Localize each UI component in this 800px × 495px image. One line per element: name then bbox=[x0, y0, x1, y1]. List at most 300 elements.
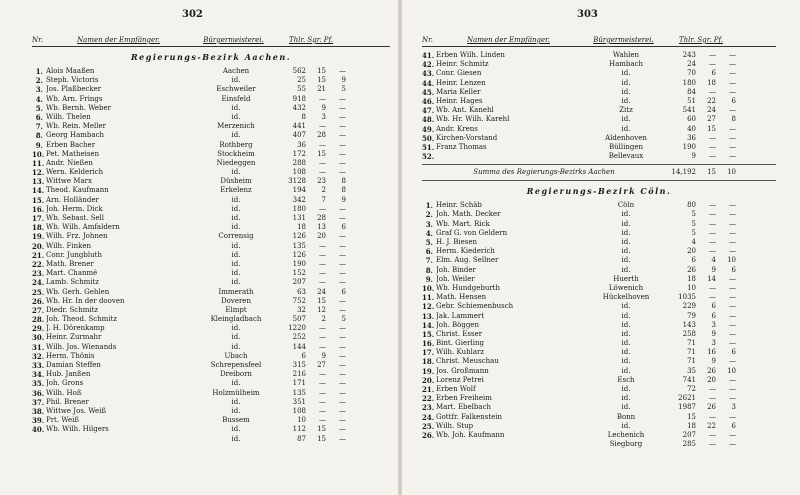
entry-number: 44. bbox=[422, 78, 435, 88]
amount-thaler: 441 bbox=[292, 122, 306, 131]
amount-silbergroschen: 15 bbox=[317, 76, 326, 85]
entry-number: 14. bbox=[422, 320, 435, 330]
table-row bbox=[422, 357, 776, 366]
recipient-name: Mart. Ebelbach bbox=[436, 403, 492, 412]
municipality: Holzmülheim bbox=[212, 388, 260, 397]
amount-pfennig: — bbox=[339, 204, 346, 213]
municipality: id. bbox=[621, 385, 631, 393]
table-row bbox=[422, 143, 776, 152]
table-row bbox=[32, 370, 390, 379]
municipality: Aachen bbox=[222, 67, 250, 75]
amount-thaler: 131 bbox=[292, 214, 306, 222]
municipality: Doveren bbox=[221, 296, 251, 305]
table-row bbox=[32, 232, 390, 241]
table-row bbox=[32, 435, 390, 444]
amount-silbergroschen: 15 bbox=[317, 425, 326, 434]
header-nr: Nr. bbox=[422, 36, 433, 44]
entry-number: 10. bbox=[32, 149, 45, 159]
amount-pfennig: — bbox=[729, 357, 736, 366]
recipient-name: Elm. Aug. Sellner bbox=[436, 256, 499, 265]
table-row bbox=[422, 422, 776, 431]
amount-pfennig: — bbox=[339, 140, 346, 149]
table-row bbox=[422, 79, 776, 88]
amount-thaler: 18 bbox=[297, 223, 306, 232]
entry-number: 16. bbox=[422, 339, 435, 349]
amount-silbergroschen: 16 bbox=[707, 348, 716, 357]
municipality: Cöln bbox=[617, 201, 635, 210]
entry-number: 11. bbox=[422, 293, 435, 303]
table-row bbox=[422, 376, 776, 385]
table-row bbox=[422, 247, 776, 256]
header-name: Namen der Empfänger. bbox=[77, 36, 160, 44]
amount-thaler: 35 bbox=[687, 366, 696, 375]
entry-number: 24. bbox=[32, 278, 45, 288]
entry-number: 19. bbox=[32, 232, 45, 242]
table-row bbox=[32, 131, 390, 140]
amount-pfennig: 9 bbox=[341, 195, 346, 204]
amount-pfennig: — bbox=[729, 228, 736, 237]
amount-silbergroschen: 15 bbox=[707, 124, 716, 133]
column-headers bbox=[422, 28, 776, 47]
amount-silbergroschen: — bbox=[319, 241, 326, 250]
amount-silbergroschen: 27 bbox=[707, 115, 716, 124]
amount-silbergroschen: 13 bbox=[317, 223, 326, 232]
amount-thaler: 24 bbox=[687, 60, 696, 69]
table-row bbox=[422, 284, 776, 293]
entry-number: 1. bbox=[425, 201, 433, 211]
municipality: id. bbox=[621, 394, 631, 403]
municipality: id. bbox=[231, 333, 241, 342]
municipality: Bonn bbox=[616, 412, 636, 421]
amount-silbergroschen: — bbox=[319, 204, 326, 213]
table-row bbox=[422, 125, 776, 134]
amount-silbergroschen: — bbox=[319, 324, 326, 333]
right-page bbox=[400, 0, 800, 495]
amount-pfennig: — bbox=[339, 416, 346, 425]
entry-number: 38. bbox=[32, 406, 45, 416]
amount-silbergroschen: — bbox=[709, 152, 716, 161]
table-row bbox=[422, 312, 776, 321]
amount-silbergroschen: 9 bbox=[711, 265, 716, 274]
entry-number: 42. bbox=[422, 60, 435, 70]
municipality: id. bbox=[621, 238, 631, 246]
amount-silbergroschen: 4 bbox=[711, 256, 716, 265]
amount-silbergroschen: — bbox=[319, 397, 326, 406]
entry-number: 39. bbox=[32, 416, 45, 426]
recipient-name: Wilh. Finken bbox=[46, 241, 92, 250]
table-row bbox=[422, 106, 776, 115]
municipality: id. bbox=[621, 320, 631, 329]
amount-silbergroschen: — bbox=[709, 440, 716, 449]
recipient-name: Wern. Kelderich bbox=[46, 168, 104, 177]
entries-list bbox=[422, 51, 776, 161]
recipient-name: Christ. Esser bbox=[436, 329, 483, 338]
entry-number: 3. bbox=[35, 85, 43, 95]
municipality: id. bbox=[231, 425, 241, 434]
table-row bbox=[32, 141, 390, 150]
amount-pfennig: — bbox=[729, 51, 736, 59]
table-row bbox=[32, 425, 390, 434]
amount-thaler: 5 bbox=[691, 210, 696, 219]
amount-thaler: 285 bbox=[682, 440, 696, 449]
table-row bbox=[32, 306, 390, 315]
amount-silbergroschen: 14 bbox=[707, 274, 716, 283]
amount-pfennig: — bbox=[339, 131, 346, 140]
recipient-name: Bint. Gierling bbox=[436, 339, 484, 348]
amount-silbergroschen: 23 bbox=[317, 177, 326, 186]
amount-thaler: 2621 bbox=[678, 394, 696, 403]
amount-thaler: 315 bbox=[292, 361, 306, 369]
amount-silbergroschen: — bbox=[709, 228, 716, 237]
amount-silbergroschen: — bbox=[709, 412, 716, 421]
amount-pfennig: — bbox=[339, 406, 346, 415]
table-row bbox=[32, 242, 390, 251]
entry-number: 21. bbox=[32, 250, 45, 260]
amount-thaler: 180 bbox=[682, 78, 696, 87]
municipality: id. bbox=[621, 115, 631, 124]
municipality: Löwenich bbox=[608, 283, 644, 292]
amount-pfennig: 9 bbox=[341, 76, 346, 85]
amount-silbergroschen: — bbox=[319, 342, 326, 351]
amount-silbergroschen: 26 bbox=[707, 403, 716, 412]
table-row bbox=[32, 407, 390, 416]
amount-silbergroschen: 24 bbox=[317, 287, 326, 296]
recipient-name: Mart. Chanmé bbox=[46, 269, 98, 278]
table-row bbox=[32, 159, 390, 168]
amount-thaler: 342 bbox=[292, 195, 306, 204]
amount-pfennig: — bbox=[339, 94, 346, 103]
table-row bbox=[32, 269, 390, 278]
amount-pfennig: — bbox=[339, 158, 346, 167]
recipient-name: Wilh. Jos. Wienands bbox=[46, 342, 117, 351]
amount-silbergroschen: — bbox=[709, 430, 716, 439]
amount-silbergroschen: 6 bbox=[711, 302, 716, 311]
header-money: Thlr. Sgr. Pf. bbox=[288, 36, 334, 44]
amount-thaler: 180 bbox=[292, 204, 306, 213]
amount-pfennig: 3 bbox=[731, 403, 736, 412]
municipality: Eschweiler bbox=[216, 85, 256, 94]
table-row bbox=[32, 104, 390, 113]
recipient-name: Maria Keller bbox=[436, 87, 481, 96]
recipient-name: Heinr. Schmitz bbox=[436, 60, 489, 69]
entry-number: 45. bbox=[422, 87, 435, 97]
amount-thaler: 32 bbox=[297, 305, 306, 314]
amount-silbergroschen: 15 bbox=[317, 296, 326, 305]
amount-silbergroschen: 6 bbox=[711, 69, 716, 78]
amount-pfennig: — bbox=[339, 388, 346, 397]
entry-number: 6. bbox=[35, 112, 43, 122]
amount-silbergroschen: — bbox=[709, 219, 716, 228]
recipient-name: Conr. Giesen bbox=[436, 69, 482, 78]
table-row bbox=[32, 122, 390, 131]
table-row bbox=[32, 333, 390, 342]
entry-number: 9. bbox=[35, 140, 43, 150]
amount-thaler: 10 bbox=[687, 283, 696, 292]
recipient-name: Gebr. Schiemenbusch bbox=[436, 302, 514, 311]
amount-thaler: 26 bbox=[687, 265, 696, 274]
amount-silbergroschen: 20 bbox=[317, 232, 326, 241]
amount-silbergroschen: 6 bbox=[711, 311, 716, 320]
sum-label: Summa des Regierungs-Bezirks Aachen bbox=[473, 168, 615, 177]
recipient-name: Erben Freiheim bbox=[436, 394, 492, 403]
amount-pfennig: — bbox=[339, 333, 346, 342]
amount-pfennig: — bbox=[729, 311, 736, 320]
recipient-name: Jos. Großmann bbox=[436, 366, 489, 375]
municipality: Hambach bbox=[609, 60, 643, 69]
recipient-name: Diedr. Schmitz bbox=[46, 305, 99, 314]
amount-pfennig: — bbox=[729, 440, 736, 449]
municipality: id. bbox=[621, 348, 631, 357]
amount-pfennig: — bbox=[729, 219, 736, 228]
amount-thaler: 6 bbox=[301, 351, 306, 360]
recipient-name: Heinr. Lenzen bbox=[436, 78, 486, 87]
table-row bbox=[32, 85, 390, 94]
amount-pfennig: — bbox=[729, 385, 736, 393]
table-row bbox=[422, 302, 776, 311]
entry-number: 23. bbox=[422, 403, 435, 413]
entry-number: 20. bbox=[32, 241, 45, 251]
amount-thaler: 71 bbox=[687, 357, 696, 366]
entry-number: 18. bbox=[422, 357, 435, 367]
amount-silbergroschen: — bbox=[709, 133, 716, 142]
entry-number: 14. bbox=[32, 186, 45, 196]
amount-pfennig: — bbox=[339, 305, 346, 314]
amount-silbergroschen: — bbox=[709, 385, 716, 393]
entry-number: 34. bbox=[32, 370, 45, 380]
amount-pfennig: — bbox=[729, 78, 736, 87]
municipality: id. bbox=[621, 265, 631, 274]
entry-number: 36. bbox=[32, 388, 45, 398]
recipient-name: H. J. Biesen bbox=[436, 238, 478, 246]
entry-number: 15. bbox=[422, 329, 435, 339]
table-row bbox=[32, 196, 390, 205]
amount-silbergroschen: 22 bbox=[707, 421, 716, 430]
recipient-name: Theod. Kaufmann bbox=[46, 186, 109, 195]
municipality: Erkelenz bbox=[220, 186, 252, 195]
municipality: id. bbox=[621, 329, 631, 338]
table-row bbox=[422, 238, 776, 247]
amount-thaler: 207 bbox=[292, 278, 306, 287]
entry-number: 28. bbox=[32, 315, 45, 325]
amount-silbergroschen: — bbox=[319, 333, 326, 342]
municipality: id. bbox=[231, 259, 241, 268]
municipality: id. bbox=[231, 112, 241, 121]
amount-thaler: 143 bbox=[682, 320, 696, 329]
entry-number: 27. bbox=[32, 305, 45, 315]
recipient-name: Wittwe Marx bbox=[46, 177, 92, 186]
amount-thaler: 126 bbox=[292, 232, 306, 241]
amount-pfennig: — bbox=[729, 124, 736, 133]
recipient-name: Graf G. von Geldern bbox=[436, 228, 508, 237]
amount-silbergroschen: 9 bbox=[321, 103, 326, 112]
table-row bbox=[32, 389, 390, 398]
recipient-name: Wb. Hr. Wilh. Karehl bbox=[436, 115, 510, 124]
entry-number: 50. bbox=[422, 133, 435, 143]
recipient-name: Herm. Kiederich bbox=[436, 247, 495, 256]
amount-silbergroschen: — bbox=[319, 140, 326, 149]
recipient-name: Wittwe Jos. Weiß bbox=[46, 406, 107, 415]
amount-pfennig: — bbox=[339, 214, 346, 222]
amount-pfennig: — bbox=[339, 149, 346, 158]
sum-silbergroschen: 15 bbox=[707, 168, 716, 177]
recipient-name: Heinr. Zurmahr bbox=[46, 333, 102, 342]
recipient-name: Lamb. Schmitz bbox=[46, 278, 99, 287]
municipality: id. bbox=[621, 302, 631, 311]
amount-pfennig: — bbox=[729, 394, 736, 403]
amount-pfennig: 6 bbox=[731, 265, 736, 274]
amount-pfennig: — bbox=[339, 278, 346, 287]
amount-pfennig: — bbox=[729, 69, 736, 78]
municipality: Siegburg bbox=[609, 440, 643, 449]
municipality: id. bbox=[621, 366, 631, 375]
entry-number: 1. bbox=[35, 67, 43, 76]
municipality: id. bbox=[621, 219, 631, 228]
recipient-name: Damian Steffen bbox=[46, 361, 101, 369]
recipient-name: Wilh. Stup bbox=[436, 421, 474, 430]
recipient-name: Heinr. Hages bbox=[436, 96, 483, 105]
entry-number: 49. bbox=[422, 124, 435, 134]
amount-silbergroschen: 15 bbox=[317, 67, 326, 75]
amount-silbergroschen: — bbox=[319, 388, 326, 397]
amount-thaler: 108 bbox=[292, 406, 306, 415]
entry-number: 9. bbox=[425, 274, 433, 284]
amount-thaler: 6 bbox=[691, 256, 696, 265]
table-row bbox=[32, 278, 390, 287]
amount-silbergroschen: 18 bbox=[707, 78, 716, 87]
table-row bbox=[32, 416, 390, 425]
recipient-name: Wb. Sebast. Sell bbox=[46, 214, 104, 222]
entry-number: 26. bbox=[32, 296, 45, 306]
amount-silbergroschen: 2 bbox=[321, 315, 326, 324]
amount-thaler: 258 bbox=[682, 329, 696, 338]
amount-silbergroschen: 9 bbox=[321, 351, 326, 360]
municipality: id. bbox=[621, 228, 631, 237]
entry-number: 13. bbox=[32, 177, 45, 187]
table-row bbox=[422, 275, 776, 284]
table-row bbox=[422, 431, 776, 440]
amount-thaler: 25 bbox=[297, 76, 306, 85]
municipality: id. bbox=[231, 131, 241, 140]
amount-thaler: 9 bbox=[691, 152, 696, 161]
amount-pfennig: — bbox=[729, 375, 736, 384]
amount-thaler: 71 bbox=[687, 348, 696, 357]
municipality: id. bbox=[231, 214, 241, 222]
municipality: Merzenich bbox=[217, 122, 255, 131]
entry-number: 25. bbox=[422, 421, 435, 431]
amount-silbergroschen: — bbox=[319, 250, 326, 259]
municipality: id. bbox=[621, 357, 631, 366]
amount-silbergroschen: — bbox=[319, 406, 326, 415]
table-row bbox=[422, 385, 776, 394]
page-number: 303 bbox=[577, 9, 598, 20]
amount-silbergroschen: 15 bbox=[317, 434, 326, 443]
table-row bbox=[422, 210, 776, 219]
amount-thaler: 4 bbox=[691, 238, 696, 246]
recipient-name: Math. Brener bbox=[46, 259, 94, 268]
amount-thaler: 562 bbox=[292, 67, 306, 75]
recipient-name: Wb. Joh. Kaufmann bbox=[436, 430, 505, 439]
municipality: Stockheim bbox=[217, 149, 255, 158]
entry-number: 13. bbox=[422, 311, 435, 321]
amount-silbergroschen: 9 bbox=[711, 329, 716, 338]
table-row bbox=[32, 398, 390, 407]
entry-number: 17. bbox=[32, 214, 45, 223]
amount-silbergroschen: 9 bbox=[711, 357, 716, 366]
amount-thaler: 171 bbox=[292, 379, 306, 388]
amount-thaler: 36 bbox=[297, 140, 306, 149]
municipality: Büllingen bbox=[608, 142, 643, 151]
amount-thaler: 5 bbox=[691, 228, 696, 237]
table-row bbox=[422, 394, 776, 403]
municipality: id. bbox=[621, 247, 631, 256]
amount-thaler: 40 bbox=[687, 124, 696, 133]
recipient-name: Wb. Wilh. Hilgers bbox=[46, 425, 109, 434]
recipient-name: Math. Hensen bbox=[436, 293, 487, 302]
entry-number: 12. bbox=[32, 168, 45, 178]
entry-number: 52. bbox=[422, 152, 435, 162]
section-title: Regierungs-Bezirk Cöln. bbox=[526, 186, 672, 197]
amount-pfennig: — bbox=[339, 379, 346, 388]
entry-number: 23. bbox=[32, 269, 45, 279]
header-money: Thlr. Sgr. Pf. bbox=[678, 36, 724, 44]
amount-silbergroschen: 12 bbox=[317, 305, 326, 314]
amount-pfennig: — bbox=[339, 259, 346, 268]
table-row bbox=[422, 256, 776, 265]
recipient-name: Arn. Holländer bbox=[46, 195, 99, 204]
amount-silbergroschen: — bbox=[709, 60, 716, 69]
table-row bbox=[32, 297, 390, 306]
municipality: id. bbox=[621, 87, 631, 96]
amount-silbergroschen: — bbox=[319, 122, 326, 131]
amount-pfennig: — bbox=[729, 238, 736, 246]
table-row bbox=[32, 260, 390, 269]
amount-thaler: 112 bbox=[292, 425, 306, 434]
amount-pfennig: — bbox=[339, 112, 346, 121]
municipality: Einsfeld bbox=[221, 94, 251, 103]
recipient-name bbox=[436, 152, 586, 161]
column-headers bbox=[32, 28, 390, 47]
entry-number bbox=[422, 440, 436, 449]
sum-pfennig: 10 bbox=[727, 168, 736, 177]
municipality: id. bbox=[621, 311, 631, 320]
amount-thaler: 351 bbox=[292, 397, 306, 406]
recipient-name: Wb. Hr. In der dooven bbox=[46, 296, 125, 305]
amount-thaler: 5 bbox=[691, 219, 696, 228]
amount-silbergroschen: — bbox=[709, 283, 716, 292]
amount-silbergroschen: — bbox=[319, 379, 326, 388]
amount-silbergroschen: 26 bbox=[707, 366, 716, 375]
municipality: id. bbox=[231, 195, 241, 204]
recipient-name: Wb. Bernh. Weber bbox=[46, 103, 111, 112]
municipality: id. bbox=[231, 397, 241, 406]
amount-thaler: 243 bbox=[682, 51, 696, 59]
municipality: id. bbox=[231, 269, 241, 278]
amount-thaler: 84 bbox=[687, 87, 696, 96]
amount-thaler: 71 bbox=[687, 339, 696, 348]
book-gutter bbox=[398, 0, 402, 495]
municipality: id. bbox=[231, 223, 241, 232]
recipient-name: Wb. Arn. Frings bbox=[46, 94, 103, 103]
entry-number: 46. bbox=[422, 96, 435, 106]
municipality: id. bbox=[621, 96, 631, 105]
amount-thaler: 288 bbox=[292, 158, 306, 167]
entries-list bbox=[422, 201, 776, 449]
amount-pfennig: 5 bbox=[341, 85, 346, 94]
entry-number: 21. bbox=[422, 385, 435, 394]
municipality: id. bbox=[621, 256, 631, 265]
recipient-name: Conr. Jungbluth bbox=[46, 250, 102, 259]
amount-thaler: 252 bbox=[292, 333, 306, 342]
